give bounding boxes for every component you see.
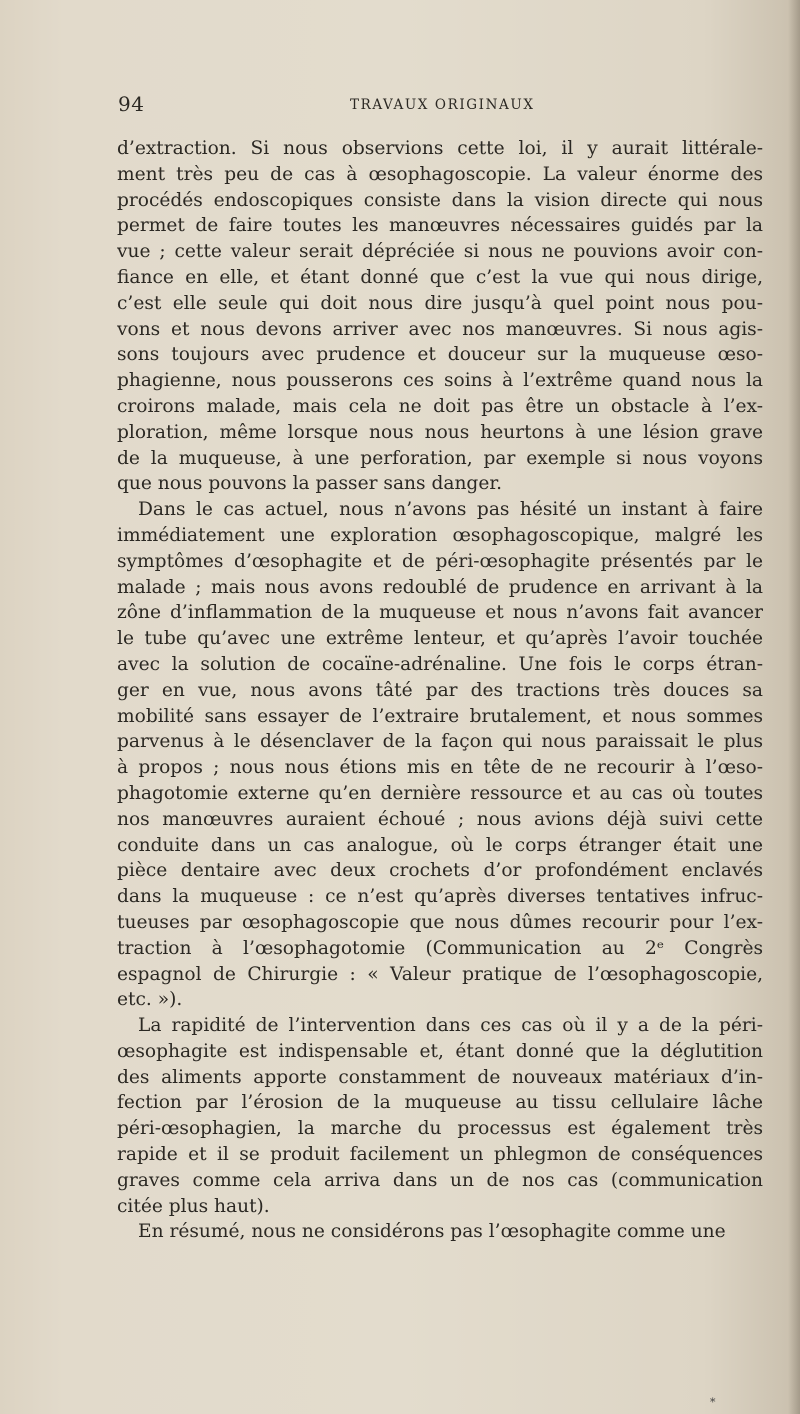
running-title: TRAVAUX ORIGINAUX [350,97,535,113]
text-line: immédiatement une exploration œsophagoscopique, malgré les [117,524,763,546]
text-line: dans la muqueuse : ce n’est qu’après diverses tentatives infruc- [117,886,763,908]
footer-mark: ⁎ [710,1392,716,1405]
text-line: sons toujours avec prudence et douceur sur la muqueuse œso- [117,344,763,366]
text-line: nos manœuvres auraient échoué ; nous avions déjà suivi cette [117,808,763,830]
text-line: phagotomie externe qu’en dernière ressource et au cas où toutes [117,782,763,804]
paragraph [117,497,763,1013]
text-line: d’extraction. Si nous observions cette loi, il y aurait littérale- [117,138,763,159]
text-line: c’est elle seule qui doit nous dire jusqu’à quel point nous pou- [117,292,763,314]
text-line: ger en vue, nous avons tâté par des tractions très douces sa [117,679,763,701]
paragraph [117,1219,763,1245]
text-line: Dans le cas actuel, nous n’avons pas hésité un instant à faire [138,499,763,521]
paragraph [117,136,763,497]
text-line: péri-œsophagien, la marche du processus est également très [117,1118,763,1140]
text-line: fiance en elle, et étant donné que c’est la vue qui nous dirige, [117,266,763,288]
text-line: que nous pouvons la passer sans danger. [117,473,503,495]
text-line: parvenus à le désenclaver de la façon qui nous paraissait le plus [117,731,763,753]
text-line: phagienne, nous pousserons ces soins à l’extrême quand nous la [117,370,763,392]
text-line: conduite dans un cas analogue, où le corps étranger était une [117,834,763,856]
text-line: En résumé, nous ne considérons pas l’œsophagite comme une [138,1221,726,1243]
page-edge-shadow [788,0,800,1414]
text-line: procédés endoscopiques consiste dans la vision directe qui nous [117,189,763,211]
text-line: mobilité sans essayer de l’extraire brutalement, et nous sommes [117,705,763,727]
text-line: permet de faire toutes les manœuvres nécessaires guidés par la [117,215,763,237]
text-line: œsophagite est indispensable et, étant donné que la déglutition [117,1040,763,1062]
text-line: croirons malade, mais cela ne doit pas être un obstacle à l’ex- [117,395,763,417]
text-line: vons et nous devons arriver avec nos manœuvres. Si nous agis- [117,318,763,340]
text-line: espagnol de Chirurgie : « Valeur pratique de l’œsophagoscopie, [117,963,763,985]
text-line: à propos ; nous nous étions mis en tête de ne recourir à l’œso- [117,757,763,779]
text-line: graves comme cela arriva dans un de nos cas (communication [117,1169,763,1191]
text-line: tueuses par œsophagoscopie que nous dûmes recourir pour l’ex- [117,911,763,933]
text-line: de la muqueuse, à une perforation, par exemple si nous voyons [117,447,763,469]
text-line: citée plus haut). [117,1195,270,1217]
text-line: le tube qu’avec une extrême lenteur, et qu’après l’avoir touchée [117,628,763,650]
text-line: traction à l’œsophagotomie (Communication au 2ᵉ Congrès [117,937,763,959]
text-line: des aliments apporte constamment de nouveaux matériaux d’in- [117,1066,763,1088]
body-text [117,136,763,1245]
text-line: ment très peu de cas à œsophagoscopie. La valeur énorme des [117,163,763,185]
text-line: etc. »). [117,989,183,1011]
text-line: avec la solution de cocaïne-adrénaline. Une fois le corps étran- [117,653,763,675]
page-number: 94 [118,92,145,116]
text-line: rapide et il se produit facilement un phlegmon de conséquences [117,1144,763,1166]
text-line: symptômes d’œsophagite et de péri-œsophagite présentés par le [117,550,763,572]
text-line: fection par l’érosion de la muqueuse au tissu cellulaire lâche [117,1092,763,1114]
text-line: La rapidité de l’intervention dans ces cas où il y a de la péri- [138,1015,763,1037]
text-line: pièce dentaire avec deux crochets d’or profondément enclavés [117,860,763,882]
paragraph [117,1013,763,1219]
text-line: zône d’inflammation de la muqueuse et nous n’avons fait avancer [117,602,763,624]
text-line: vue ; cette valeur serait dépréciée si nous ne pouvions avoir con- [117,241,763,263]
text-line: ploration, même lorsque nous nous heurtons à une lésion grave [117,421,763,443]
text-line: malade ; mais nous avons redoublé de prudence en arrivant à la [117,576,763,598]
page-header [118,92,764,118]
